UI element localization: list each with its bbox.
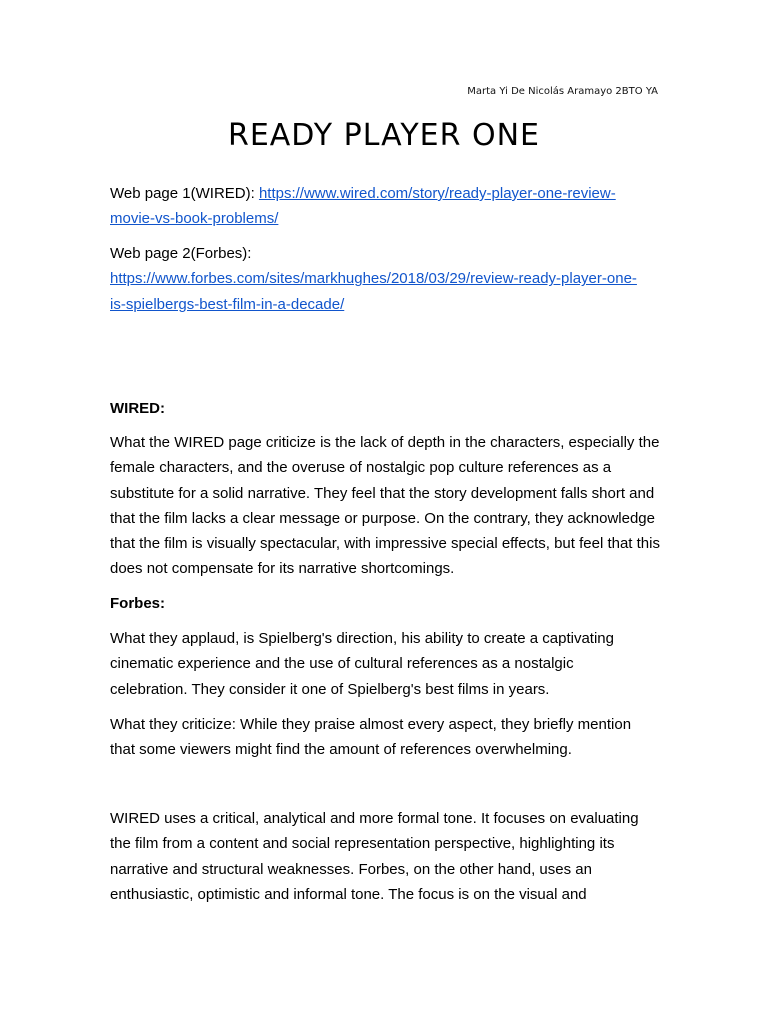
source-wired [110,181,670,232]
document-title: READY PLAYER ONE [227,118,540,153]
forbes-paragraph-block-1 [110,626,640,702]
wired-section [110,396,670,421]
forbes-heading: Forbes: [110,595,166,612]
author-header: Marta Yi De Nicolás Aramayo 2BTO YA [467,86,658,97]
forbes-paragraph-2: What they criticize: While they praise almost every aspect, they briefly mention that some viewers might find the amount of references overwhelming. [110,716,632,759]
source-forbes [110,241,670,317]
comparison-block [110,806,662,907]
source-forbes-link[interactable]: https://www.forbes.com/sites/markhughes/2018/03/29/review-ready-player-one- [110,270,637,288]
forbes-section [110,591,670,616]
forbes-paragraph-1: What they applaud, is Spielberg's direction, his ability to create a captivating cinematic experience and the use of cultural references as a nostalgic celebration. They consider it one of Spielberg's best films in years. [110,630,614,698]
source-wired-link-continued[interactable]: movie-vs-book-problems/ [110,210,279,228]
wired-paragraph-block [110,430,662,582]
source-forbes-link-continued[interactable]: is-spielbergs-best-film-in-a-decade/ [110,295,345,313]
wired-heading: WIRED: [110,400,165,417]
source-forbes-label: Web page 2(Forbes): [110,245,252,262]
source-wired-link[interactable]: https://www.wired.com/story/ready-player-one-review- [258,185,616,202]
source-wired-label: Web page 1(WIRED): [110,185,259,202]
forbes-paragraph-block-2 [110,712,660,763]
wired-paragraph: What the WIRED page criticize is the lack of depth in the characters, especially the female characters, and the overuse of nostalgic pop culture references as a substitute for a solid narrative. They feel that the story development falls short and that the film lacks a clear message or purpose. On the contrary, they acknowledge that the film is visually spectacular, with impressive special effects, but feel that this does not compensate for its narrative shortcomings. [110,434,660,578]
comparison-paragraph: WIRED uses a critical, analytical and more formal tone. It focuses on evaluating the film from a content and social representation perspective, highlighting its narrative and structural weaknesses. Forbes, on the other hand, uses an enthusiastic, optimistic and informal tone. The focus is on the visual and [110,810,639,903]
